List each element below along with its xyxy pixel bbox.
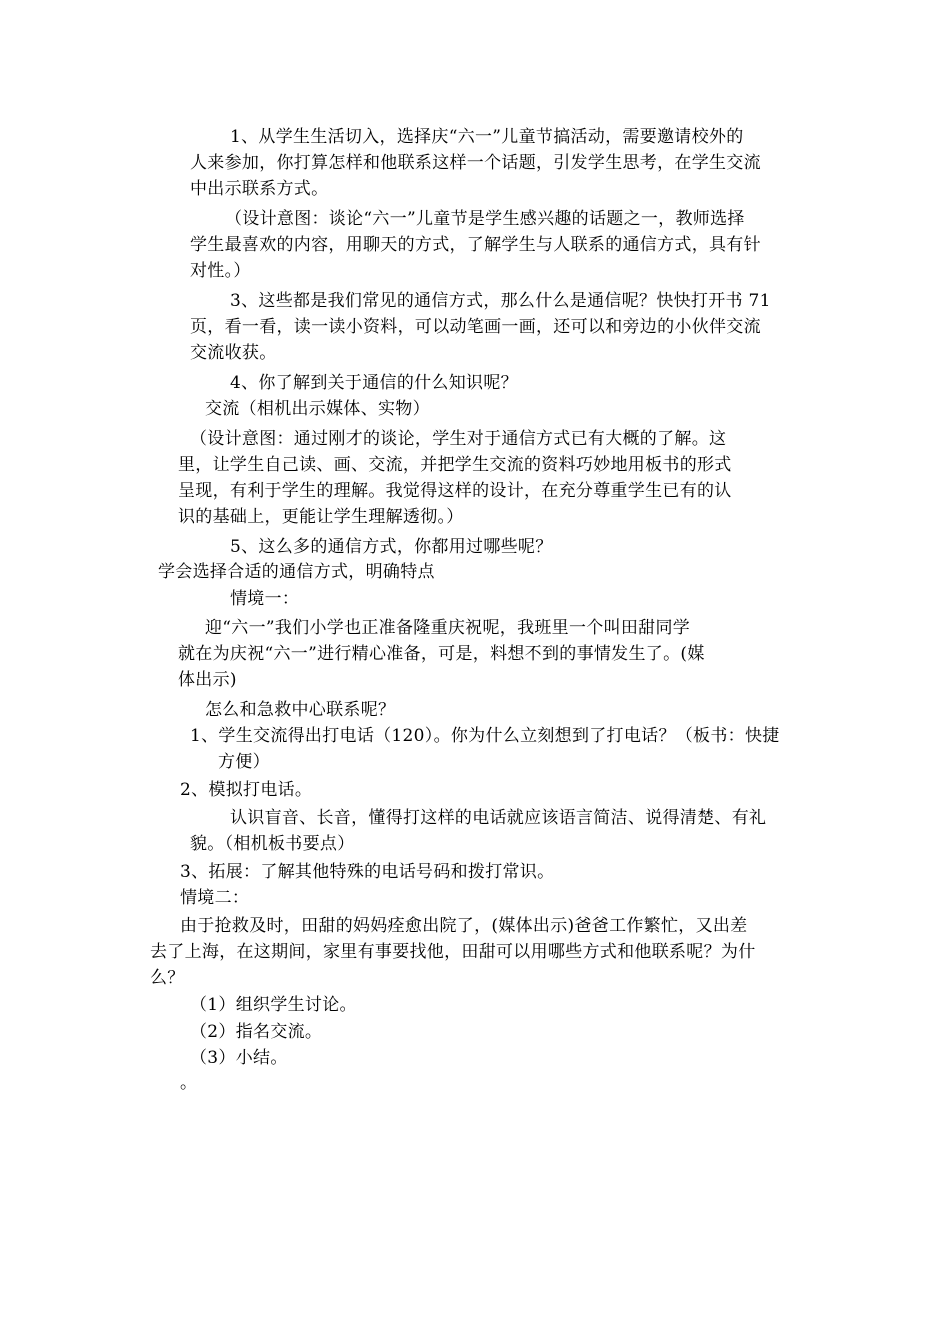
- text-line: 页，看一看，读一读小资料，可以动笔画一画，还可以和旁边的小伙伴交流: [190, 317, 761, 337]
- text-line: 怎么和急救中心联系呢？: [205, 700, 396, 720]
- text-line: （1）组织学生讨论。: [190, 995, 357, 1015]
- text-line: 3、这些都是我们常见的通信方式，那么什么是通信呢？快快打开书 71: [230, 291, 771, 311]
- text-line: 学会选择合适的通信方式，明确特点: [158, 562, 435, 582]
- text-line: 去了上海，在这期间，家里有事要找他，田甜可以用哪些方式和他联系呢？为什: [150, 942, 756, 962]
- text-line: 么？: [150, 968, 185, 988]
- text-line: 交流收获。: [190, 343, 277, 363]
- text-line: （设计意图：通过刚才的谈论，学生对于通信方式已有大概的了解。这: [190, 429, 727, 449]
- text-line: 5、这么多的通信方式，你都用过哪些呢？: [230, 537, 553, 557]
- text-line: 1、从学生生活切入，选择庆“六一”儿童节搞活动，需要邀请校外的: [230, 127, 744, 147]
- text-line: 交流（相机出示媒体、实物）: [205, 399, 430, 419]
- text-line: 中出示联系方式。: [190, 179, 329, 199]
- text-line: 迎“六一”我们小学也正准备隆重庆祝呢，我班里一个叫田甜同学: [205, 618, 691, 638]
- text-line: 。: [180, 1073, 198, 1093]
- text-line: 里，让学生自己读、画、交流，并把学生交流的资料巧妙地用板书的形式: [178, 455, 732, 475]
- text-line: 貌。（相机板书要点）: [190, 834, 355, 854]
- text-line: 4、你了解到关于通信的什么知识呢？: [230, 373, 518, 393]
- text-line: 3、拓展：了解其他特殊的电话号码和拨打常识。: [180, 862, 555, 882]
- text-line: 学生最喜欢的内容，用聊天的方式，了解学生与人联系的通信方式，具有针: [190, 235, 761, 255]
- text-line: （2）指名交流。: [190, 1022, 323, 1042]
- text-line: （设计意图：谈论“六一”儿童节是学生感兴趣的话题之一，教师选择: [225, 209, 745, 229]
- text-line: （3）小结。: [190, 1048, 288, 1068]
- text-line: 识的基础上，更能让学生理解透彻。）: [178, 507, 464, 527]
- text-line: 呈现，有利于学生的理解。我觉得这样的设计，在充分尊重学生已有的认: [178, 481, 732, 501]
- text-line: 2、模拟打电话。: [180, 780, 313, 800]
- text-line: 就在为庆祝“六一”进行精心准备，可是，料想不到的事情发生了。(媒: [178, 644, 705, 664]
- text-line: 1、学生交流得出打电话（120）。你为什么立刻想到了打电话？（板书：快捷: [190, 726, 780, 746]
- text-line: 对性。）: [190, 261, 251, 281]
- text-line: 体出示): [178, 670, 237, 690]
- text-line: 情境二：: [180, 888, 250, 908]
- text-line: 情境一：: [230, 589, 300, 609]
- text-line: 由于抢救及时，田甜的妈妈痊愈出院了，(媒体出示)爸爸工作繁忙，又出差: [180, 916, 748, 936]
- text-line: 方便）: [218, 752, 270, 772]
- text-line: 人来参加，你打算怎样和他联系这样一个话题，引发学生思考，在学生交流: [190, 153, 761, 173]
- text-line: 认识盲音、长音，懂得打这样的电话就应该语言简洁、说得清楚、有礼: [230, 808, 767, 828]
